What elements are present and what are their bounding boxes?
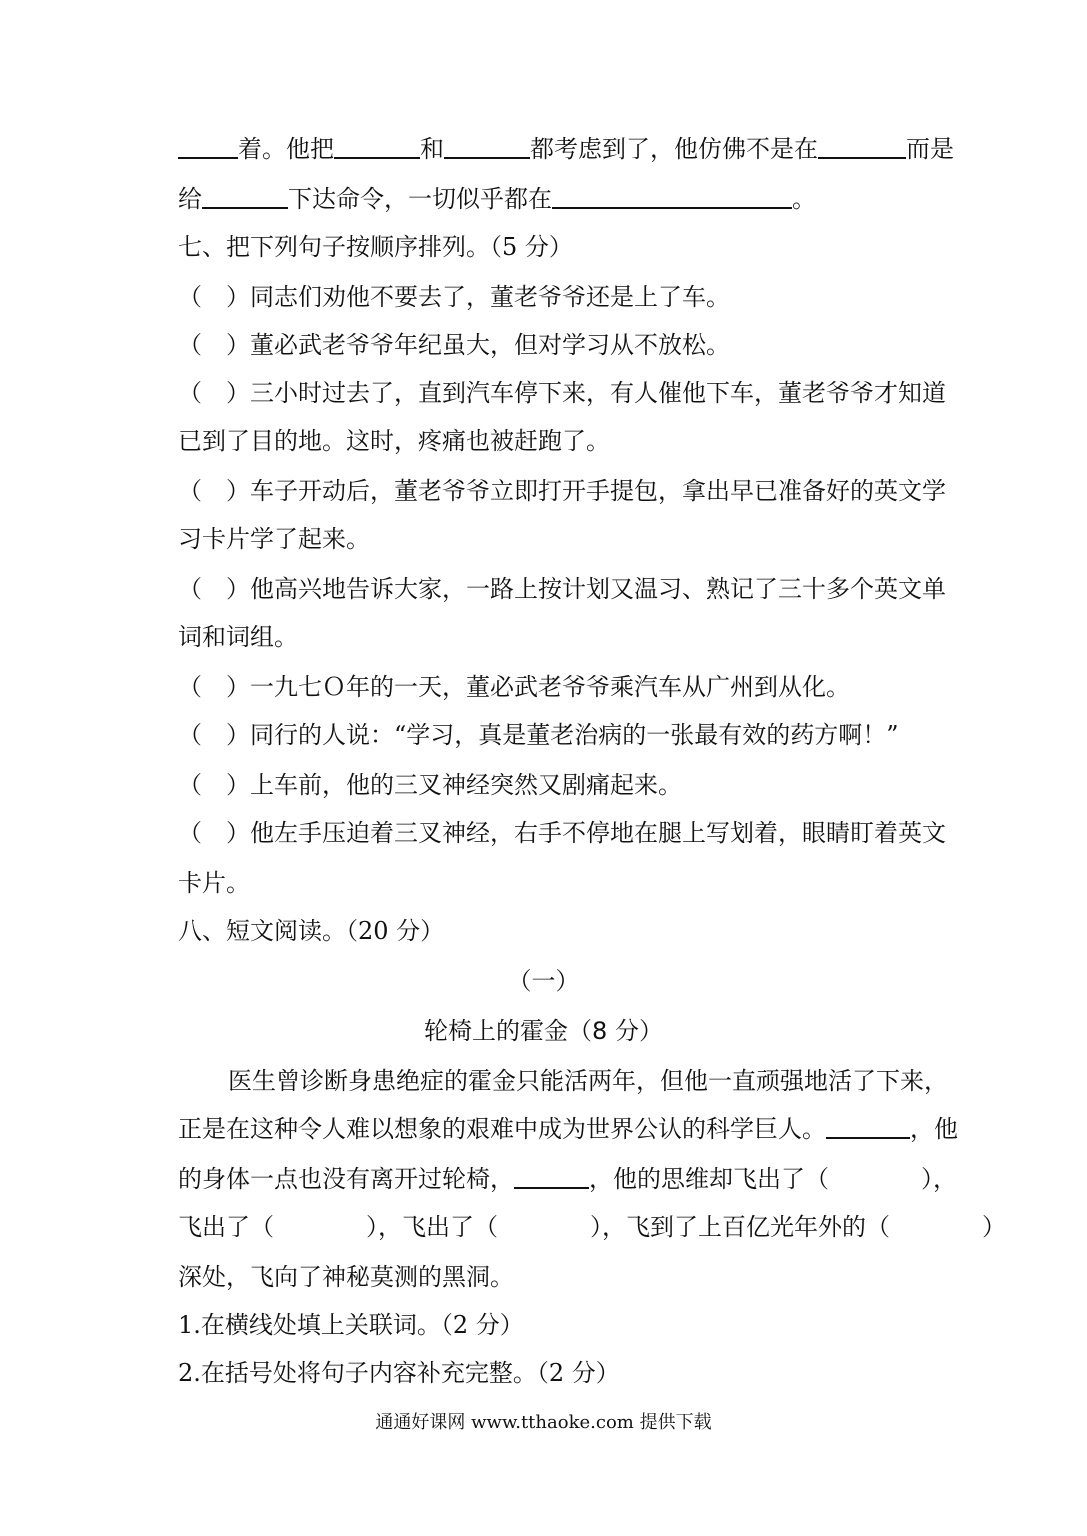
page-footer: 通通好课网 www.tthaoke.com 提供下载 (375, 1412, 712, 1433)
answer-blank[interactable] (334, 135, 420, 159)
ordering-item: （ ）同志们劝他不要去了，董老爷爷还是上了车。 (178, 283, 730, 311)
ordering-item-continued: 卡片。 (178, 869, 250, 897)
ordering-item: （ ）同行的人说：“学习，真是董老治病的一张最有效的药方啊！” (178, 721, 899, 749)
ordering-item-continued: 习卡片学了起来。 (178, 525, 370, 553)
answer-blank[interactable] (178, 135, 238, 159)
fill-blank-line-2: 给 下达命令，一切似乎都在 。 (178, 185, 816, 213)
passage-line: 医生曾诊断身患绝症的霍金只能活两年，但他一直顽强地活了下来， (228, 1067, 948, 1095)
fill-blank-line-1: 着。他把 和 都考虑到了，他仿佛不是在 而是 (178, 134, 978, 164)
answer-blank[interactable] (552, 185, 792, 209)
ordering-item-continued: 已到了目的地。这时，疼痛也被赶跑了。 (178, 427, 610, 455)
question-item: 2.在括号处将句子内容补充完整。（2 分） (178, 1359, 620, 1387)
ordering-item: （ ）上车前，他的三叉神经突然又剧痛起来。 (178, 771, 682, 799)
ordering-item: （ ）车子开动后，董老爷爷立即打开手提包，拿出早已准备好的英文学 (178, 477, 946, 505)
passage-line: 正是在这种令人难以想象的艰难中成为世界公认的科学巨人。 ，他 (178, 1115, 958, 1143)
ordering-item: （ ）三小时过去了，直到汽车停下来，有人催他下车，董老爷爷才知道 (178, 379, 946, 407)
section-heading: 八、短文阅读。（20 分） (178, 917, 445, 945)
answer-blank[interactable] (826, 1115, 910, 1139)
question-item: 1.在横线处填上关联词。（2 分） (178, 1311, 524, 1339)
passage-line: 的身体一点也没有离开过轮椅， ，他的思维却飞出了（ ）， (178, 1165, 957, 1193)
answer-blank[interactable] (818, 135, 906, 159)
passage-line: 深处，飞向了神秘莫测的黑洞。 (178, 1263, 514, 1291)
answer-blank[interactable] (202, 185, 288, 209)
ordering-item: （ ）一九七Ｏ年的一天，董必武老爷爷乘汽车从广州到从化。 (178, 673, 850, 701)
passage-number: （一） (507, 967, 580, 995)
ordering-item: （ ）他高兴地告诉大家，一路上按计划又温习、熟记了三十多个英文单 (178, 575, 946, 603)
section-heading: 七、把下列句子按顺序排列。（5 分） (178, 233, 573, 261)
ordering-item: （ ）他左手压迫着三叉神经，右手不停地在腿上写划着，眼睛盯着英文 (178, 819, 946, 847)
passage-line: 飞出了（ ），飞出了（ ），飞到了上百亿光年外的（ ） (178, 1213, 1006, 1241)
ordering-item: （ ）董必武老爷爷年纪虽大，但对学习从不放松。 (178, 331, 730, 359)
ordering-item-continued: 词和词组。 (178, 623, 298, 651)
answer-blank[interactable] (514, 1165, 589, 1189)
answer-blank[interactable] (444, 135, 530, 159)
passage-title: 轮椅上的霍金（8 分） (424, 1017, 663, 1045)
